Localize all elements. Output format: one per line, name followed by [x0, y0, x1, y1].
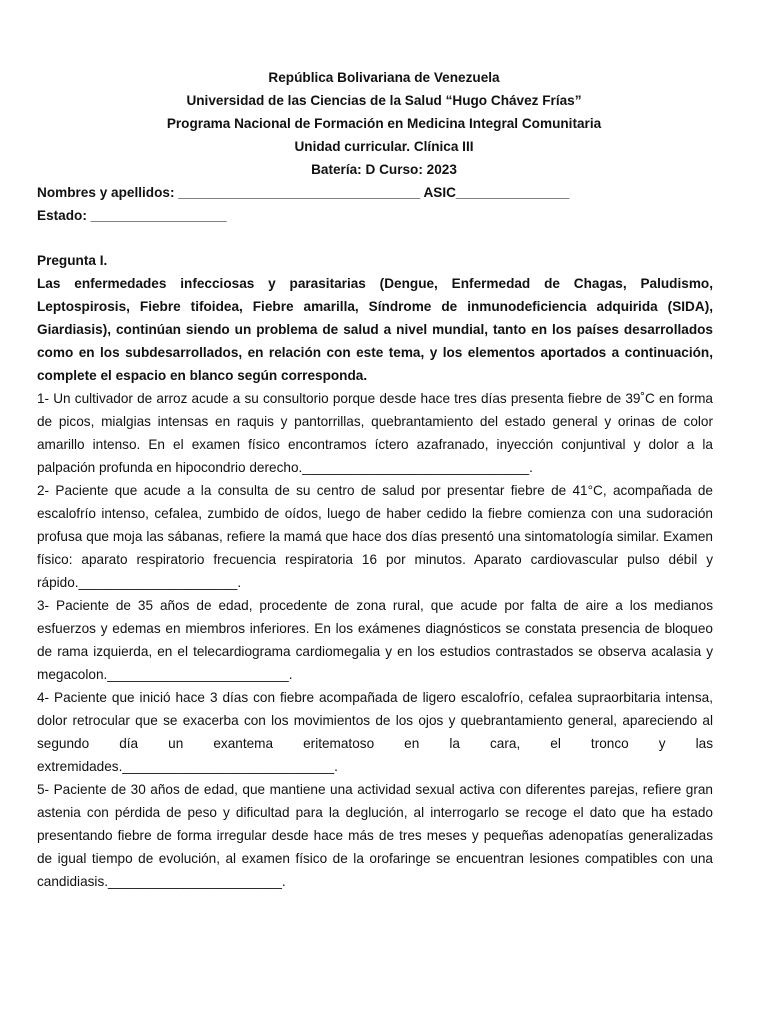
- question-item-2: 2- Paciente que acude a la consulta de su centro de salud por presentar fiebre de 41°C, acompañada de escalofrío intenso, cefalea, zumbido de oídos, luego de haber cedido la fiebre comienza con una sudoración profusa que moja las sábanas, refiere la mamá que hace dos días presentó una sintomatología similar. Examen físico: aparato respiratorio frecuencia respiratoria 16 por minutos. Aparato cardiovascular pulso débil y rápido._____________________.: [37, 483, 713, 590]
- header-course-unit: Unidad curricular. Clínica III: [294, 139, 474, 154]
- question-item-5: 5- Paciente de 30 años de edad, que mantiene una actividad sexual activa con diferentes parejas, refiere gran astenia con pérdida de peso y dificultad para la deglución, al interrogarlo se recoge el dato que ha estado presentando fiebre de forma irregular desde hace más de tres meses y pequeñas adenopatías generalizadas de igual tiempo de evolución, al examen físico de la orofaringe se encuentran lesiones compatibles con una candidiasis._______________________.: [37, 782, 713, 889]
- header-university: Universidad de las Ciencias de la Salud “Hugo Chávez Frías”: [186, 93, 582, 108]
- question-instructions: Las enfermedades infecciosas y parasitarias (Dengue, Enfermedad de Chagas, Paludismo, Leptospirosis, Fiebre tifoidea, Fiebre amarilla, Síndrome de inmunodeficiencia adquirida (SIDA), Giardiasis), continúan siendo un problema de salud a nivel mundial, tanto en los países desarrollados como en los subdesarrollados, en relación con este tema, y los elementos aportados a continuación, complete el espacio en blanco según corresponda.: [37, 276, 713, 383]
- student-fields: [37, 181, 737, 227]
- header-battery-course: Batería: D Curso: 2023: [311, 162, 457, 177]
- header-program: Programa Nacional de Formación en Medicina Integral Comunitaria: [166, 116, 602, 131]
- question-item-1: 1- Un cultivador de arroz acude a su consultorio porque desde hace tres días presenta fiebre de 39˚C en forma de picos, mialgias intensas en raquis y pantorrillas, quebrantamiento del estado general y orinas de color amarillo intenso. En el examen físico encontramos íctero azafranado, inyección conjuntival y dolor a la palpación profunda en hipocondrio derecho.______________________________.: [37, 391, 713, 475]
- question-item-4: 4- Paciente que inició hace 3 días con fiebre acompañada de ligero escalofrío, cefalea supraorbitaria intensa, dolor retrocular que se exacerba con los movimientos de los ojos y quebrantamiento general, apareciendo al segundo día un exantema eritematoso en la cara, el tronco y las extremidades.____________________________.: [37, 690, 713, 774]
- names-asic-field: Nombres y apellidos: ________________________________ ASIC_______________: [37, 185, 570, 200]
- question-item-3: 3- Paciente de 35 años de edad, procedente de zona rural, que acude por falta de aire a los medianos esfuerzos y edemas en miembros inferiores. En los exámenes diagnósticos se constata presencia de bloqueo de rama izquierda, en el telecardiograma cardiomegalia y en los estudios contrastados se observa acalasia y megacolon.________________________.: [37, 598, 713, 682]
- question-section: [37, 249, 713, 893]
- question-title: Pregunta I.: [37, 253, 108, 268]
- document-header: [0, 66, 768, 181]
- header-country: República Bolivariana de Venezuela: [268, 70, 500, 85]
- state-field: Estado: __________________: [37, 208, 227, 223]
